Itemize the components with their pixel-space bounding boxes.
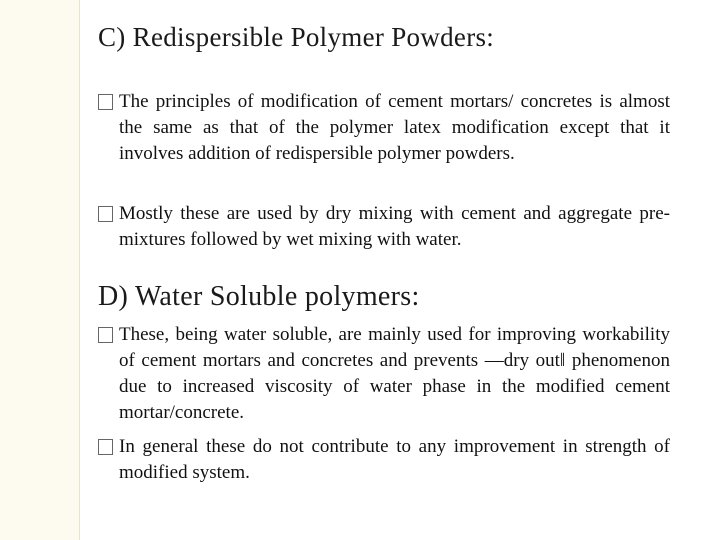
bullet-item xyxy=(98,434,670,486)
bullet-box-icon xyxy=(98,94,113,110)
bullet-item xyxy=(98,89,670,167)
bullet-text: In general these do not contribute to any improvement in strength of modified system. xyxy=(119,436,670,483)
bullet-box-icon xyxy=(98,439,113,455)
side-band xyxy=(0,0,80,540)
bullet-text: The principles of modification of cement mortars/ concretes is almost the same as that of the polymer latex modification except that it involves addition of redispersible polymer powders. xyxy=(119,91,670,164)
section-c-heading: C) Redispersible Polymer Powders: xyxy=(98,22,495,52)
bullet-box-icon xyxy=(98,327,113,343)
bullet-text: Mostly these are used by dry mixing with cement and aggregate pre-mixtures followed by wet mixing with water. xyxy=(119,203,670,250)
bullet-box-icon xyxy=(98,206,113,222)
bullet-text: These, being water soluble, are mainly used for improving workability of cement mortars and concretes and prevents ―dry out‖ phenomenon due to increased viscosity of water phase in the modified cement mortar/concrete. xyxy=(119,324,670,423)
bullet-item xyxy=(98,322,670,426)
bullet-item xyxy=(98,201,670,253)
section-d-heading: D) Water Soluble polymers: xyxy=(98,281,420,312)
